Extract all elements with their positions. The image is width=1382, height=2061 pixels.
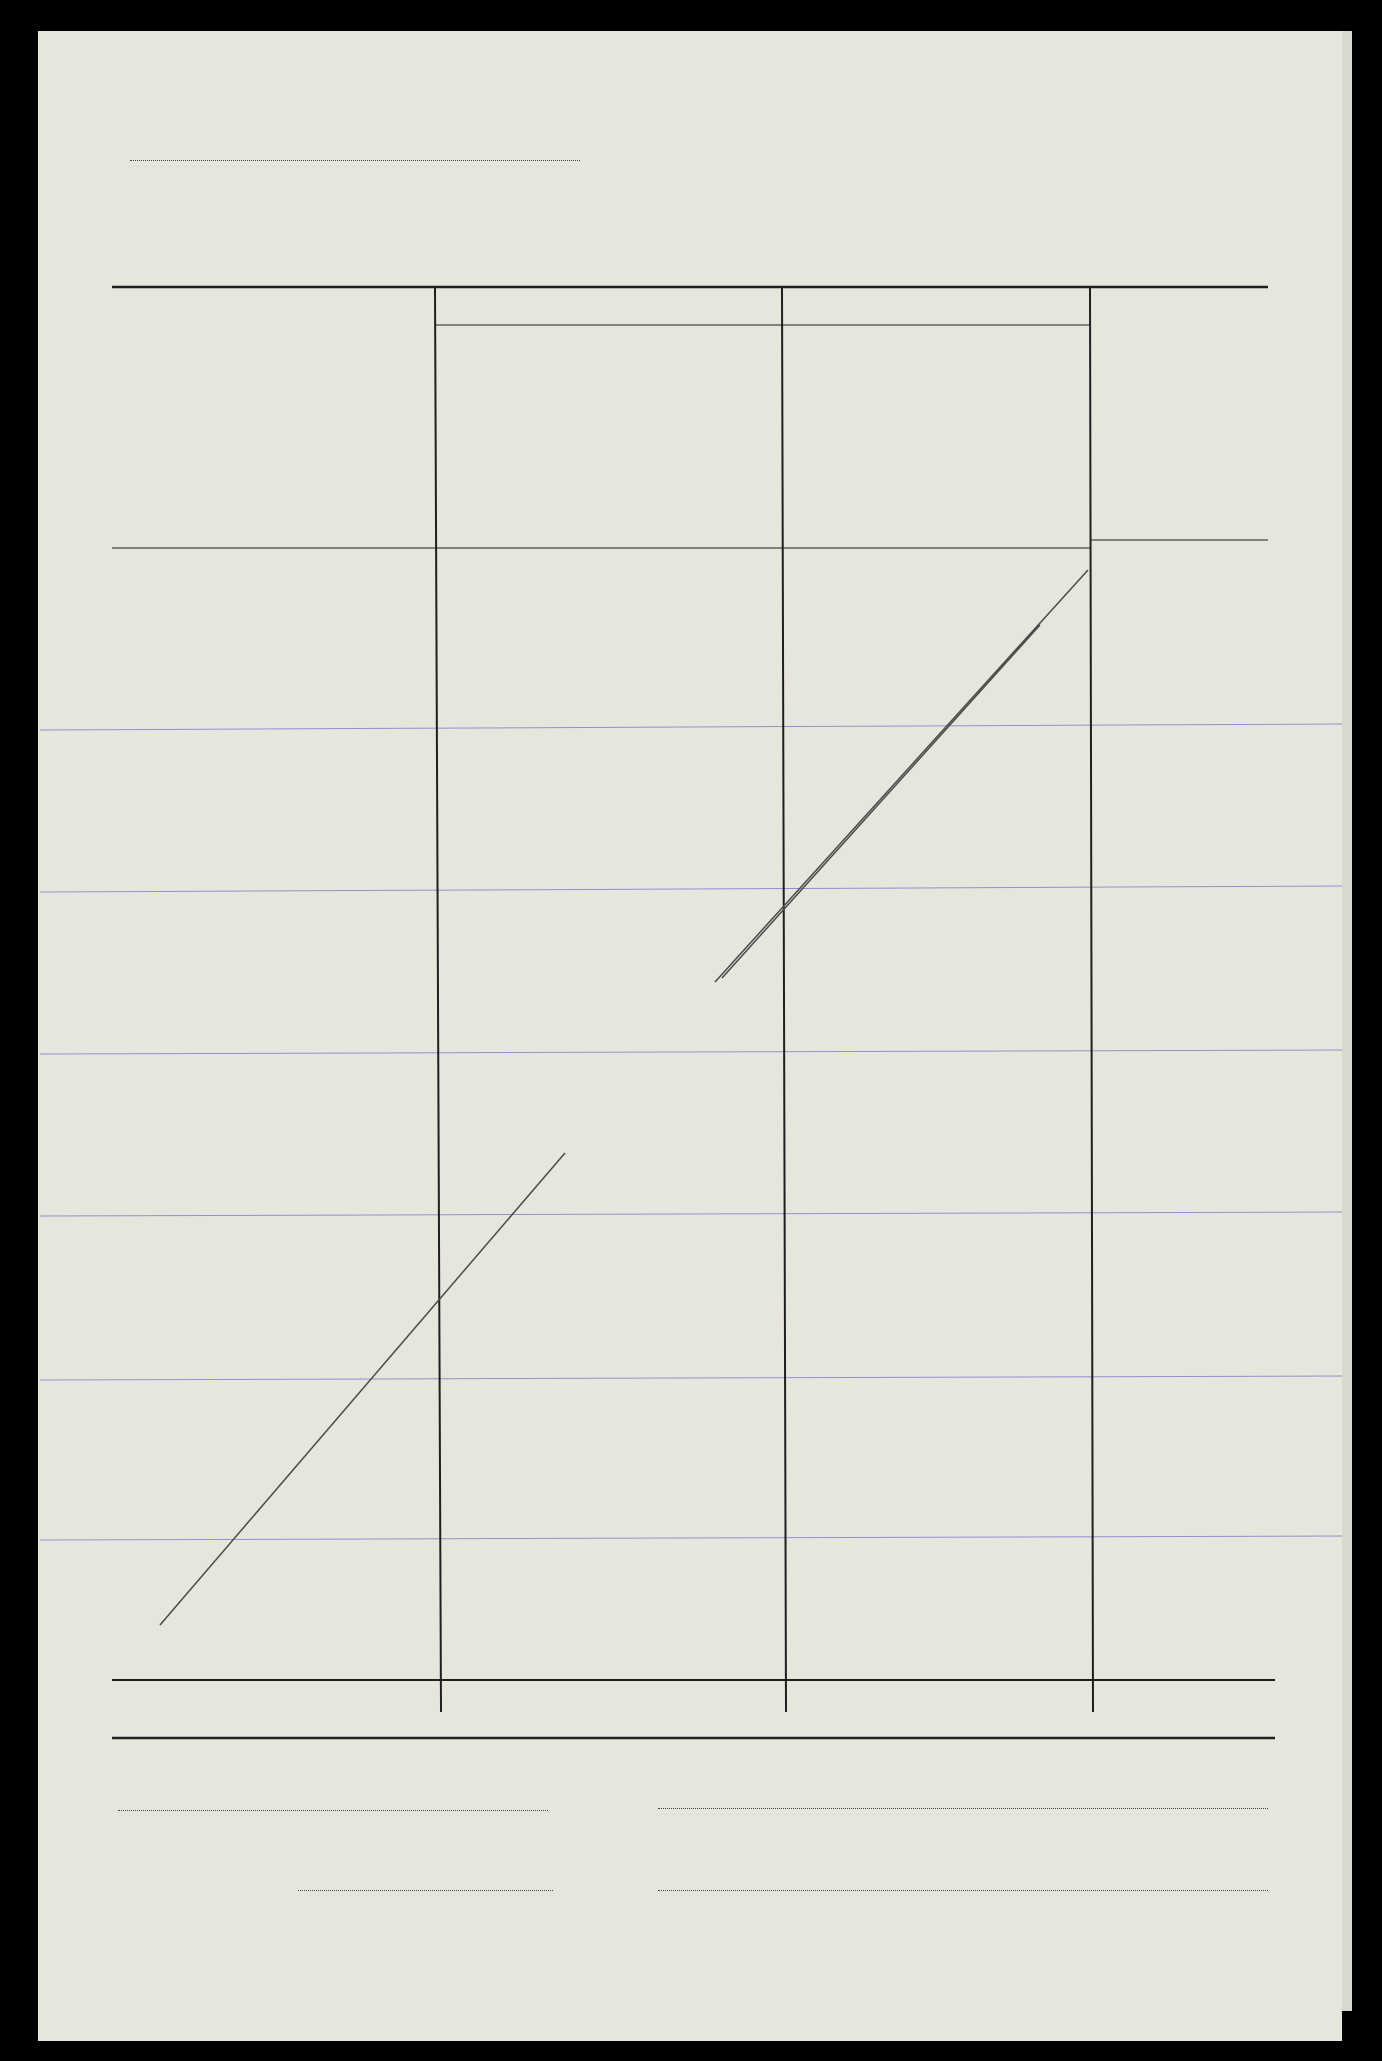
ruled-lines <box>40 724 1342 1540</box>
signature-line <box>658 1808 1268 1809</box>
date-line <box>298 1890 553 1891</box>
command-line <box>658 1890 1268 1891</box>
archive-caption-bar <box>0 2043 1382 2061</box>
footer-unit-line <box>118 1810 548 1811</box>
pencil-strike-through <box>160 570 1088 1625</box>
